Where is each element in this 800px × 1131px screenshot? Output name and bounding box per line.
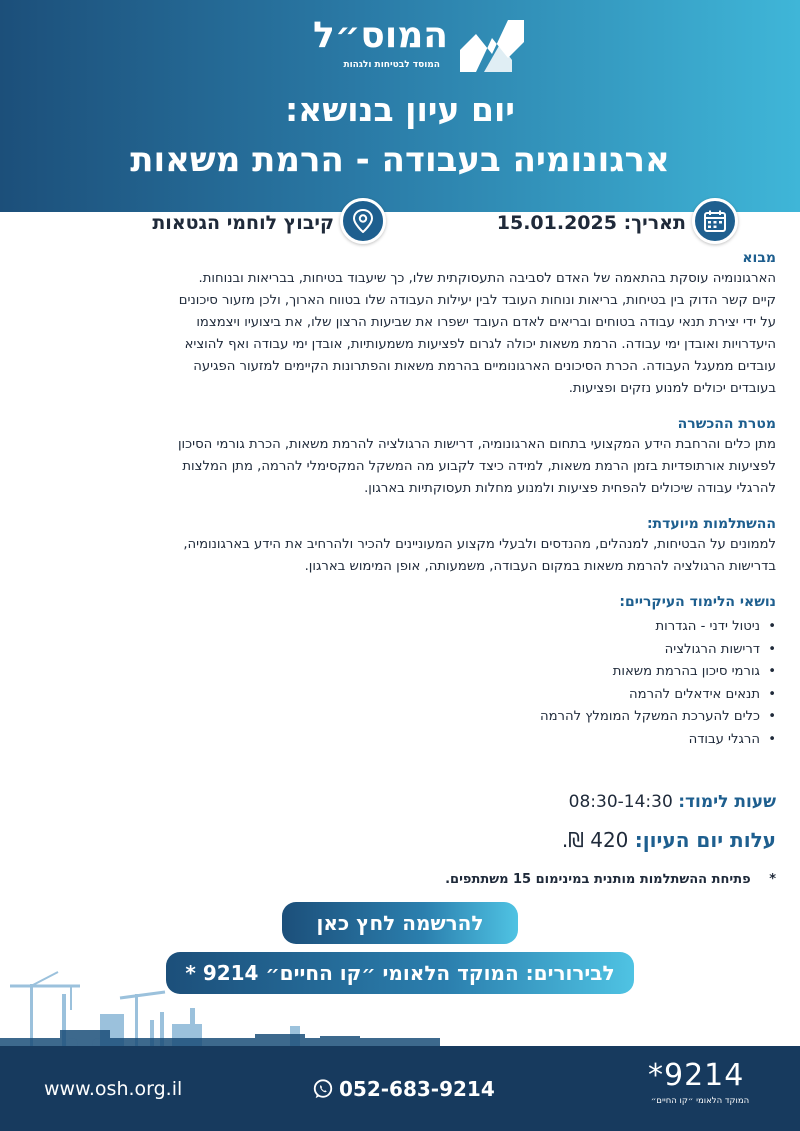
- page-title-line-1: יום עיון בנושא:: [284, 90, 515, 129]
- intro-heading: מבוא: [742, 250, 776, 266]
- topics-section: [40, 592, 776, 751]
- brand-logo: [276, 14, 530, 78]
- event-info-row: [0, 198, 800, 244]
- intro-line: בעובדים יכולים למנוע נזקים ופציעות.: [568, 381, 776, 396]
- intro-line: עובדים ממעגל העבודה. הכרת הסיכונים הארגונומיים בהרמת משאות והפתרונות הקיימים למזעור הפגיעה: [193, 359, 776, 374]
- hotline-button[interactable]: לבירורים: המוקד הלאומי ״קו החיים״ 9214 *: [166, 952, 634, 994]
- cost-value: 420 ₪.: [561, 828, 629, 852]
- intro-line: קיים קשר הדוק בין בטיחות, בריאות ונוחות העובד לבין יעילות העבודה שלו בטווח הארוך, ולכן מזעור סיכונים: [178, 293, 776, 308]
- brand-tagline: המוסד לבטיחות ולגהות: [343, 60, 440, 70]
- website-link[interactable]: www.osh.org.il: [44, 1078, 183, 1100]
- study-hours: [569, 792, 776, 812]
- intro-section: [40, 248, 776, 400]
- goal-line: לפציעות אורתופדיות בזמן הרמת משאות, למידה כיצד לקבוע מה המשקל המקסימלי להרמה, מתן המלצות: [182, 459, 776, 474]
- intro-line: על ידי יצירת תנאי עבודה בטוחים ובריאים לאדם העובד ישפרו את שביעות הרצון שלו, את ביצועיו ויצמצמו: [196, 315, 776, 330]
- hours-label: שעות לימוד:: [678, 792, 776, 812]
- date-label: תאריך:: [623, 212, 686, 234]
- event-cost: [562, 828, 776, 852]
- goal-section: [40, 414, 776, 500]
- calendar-icon: [692, 198, 738, 244]
- phone-number: 052-683-9214: [339, 1077, 495, 1101]
- intro-line: היעדרויות ואובדן ימי עבודה. הרמת משאות יכולה לגרום לפציעות משמעותיות, אובדן ימי עבודה ואף להוציא: [184, 337, 776, 352]
- location-pin-icon: [340, 198, 386, 244]
- note-text: פתיחת ההשתלמות מותנית במינימום 15 משתתפים.: [445, 872, 751, 887]
- intro-paragraph: [40, 268, 776, 400]
- main-content: [40, 248, 776, 765]
- industrial-skyline-illustration: [0, 964, 440, 1054]
- participation-note: [445, 872, 776, 887]
- topics-heading: נושאי הלימוד העיקריים:: [619, 594, 776, 610]
- audience-line: בדרישות הרגולציה להרמת משאות במקום העבודה, משמעותה, אופן המימוש בארגון.: [304, 559, 776, 574]
- goal-heading: מטרת ההכשרה: [677, 416, 776, 432]
- whatsapp-icon: [312, 1078, 334, 1100]
- goal-line: להרגלי עבודה שיכולים להפחית פציעות ולמנוע מחלות תעסוקתיות בארגון.: [364, 481, 776, 496]
- hotline-caption: המוקד הלאומי ״קו החיים״: [650, 1096, 750, 1106]
- topics-list: [40, 616, 776, 751]
- audience-heading: ההשתלמות מיועדת:: [646, 516, 776, 532]
- cost-label: עלות יום העיון:: [634, 828, 776, 852]
- event-location: קיבוץ לוחמי הגטאות: [152, 212, 334, 234]
- hours-value: 08:30-14:30: [568, 792, 673, 812]
- list-item: • דרישות הרגולציה: [40, 639, 776, 662]
- note-star: *: [769, 872, 776, 887]
- audience-paragraph: [40, 534, 776, 578]
- date-value: 15.01.2025: [496, 212, 617, 234]
- list-item: • ניטול ידני - הגדרות: [40, 616, 776, 639]
- intro-line: הארגונומיה עוסקת בהתאמה של האדם לסביבה התעסוקתית שלו, כך שיעבוד בטיחות, בבריאות ובנוחות.: [198, 271, 776, 286]
- event-date: [497, 212, 686, 234]
- hotline-number: *9214: [648, 1058, 745, 1093]
- list-item: • תנאים אידאלים להרמה: [40, 684, 776, 707]
- list-item: • הרגלי עבודה: [40, 729, 776, 752]
- goal-paragraph: [40, 434, 776, 500]
- audience-section: [40, 514, 776, 578]
- register-button[interactable]: להרשמה לחץ כאן: [282, 902, 518, 944]
- header-banner: [0, 0, 800, 212]
- audience-line: לממונים על הבטיחות, למנהלים, מהנדסים ולבעלי מקצוע המעוניינים להכיר ולהרחיב את הידע בארגונומיה,: [183, 537, 776, 552]
- brand-name: המוס״ל: [313, 15, 448, 56]
- footer-bar: [0, 1046, 800, 1131]
- list-item: • כלים להערכת המשקל המומלץ להרמה: [40, 706, 776, 729]
- phone-contact[interactable]: [312, 1077, 495, 1101]
- goal-line: מתן כלים והרחבת הידע המקצועי בתחום הארגונומיה, דרישות הרגולציה להרמת משאות, הכרת גורמי הסיכון: [177, 437, 776, 452]
- page-title-line-2: ארגונומיה בעבודה - הרמת משאות: [130, 140, 670, 180]
- logo-mark-icon: [454, 14, 530, 78]
- list-item: • גורמי סיכון בהרמת משאות: [40, 661, 776, 684]
